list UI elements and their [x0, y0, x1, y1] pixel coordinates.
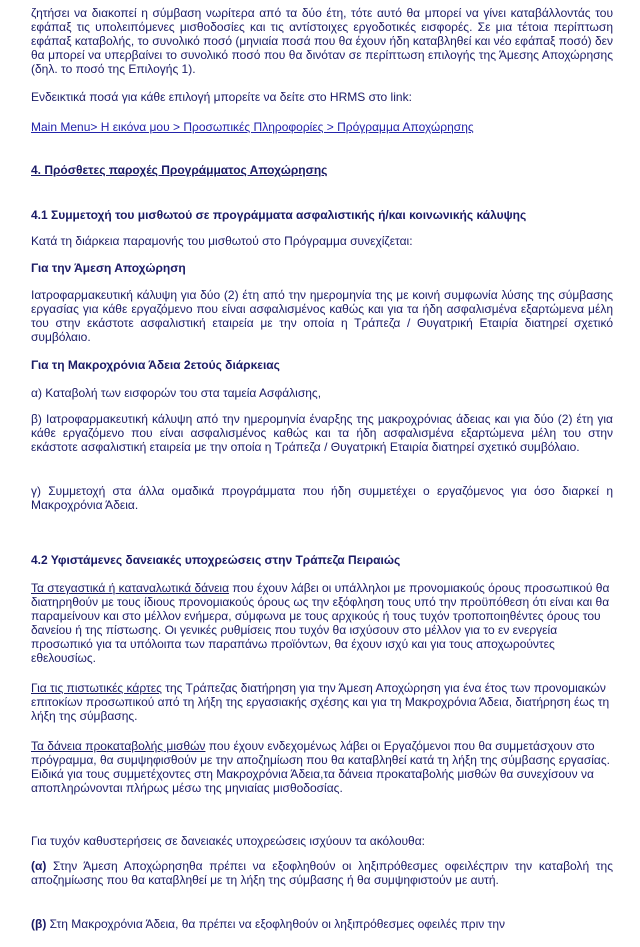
leave-item-a: α) Καταβολή των εισφορών του στα ταμεία Ασφάλισης, [31, 386, 322, 400]
immediate-heading: Για την Άμεση Αποχώρηση [31, 261, 186, 275]
cards-lead: Για τις πιστωτικές κάρτες [31, 681, 162, 695]
immediate-text: Ιατροφαρμακευτική κάλυψη για δύο (2) έτη από την ημερομηνία της με κοινή συμφωνία λύσης της σύμβασης εργασίας για κάθε εργαζόμενο που είναι ασφαλισμένος καθώς και για τα ήδη ασφαλισμένα εξαρτώμενα μέλη του στην εκάστοτε ασφαλιστική εταιρεία με την οποία η Τράπεζα / Θυγατρική Εταιρία διατηρεί σχετικό συμβόλαιο. [31, 288, 613, 344]
advance-lead: Τα δάνεια προκαταβολής μισθών [31, 739, 206, 753]
hrms-link[interactable]: Main Menu> Η εικόνα μου > Προσωπικές Πληροφορίες > Πρόγραμμα Αποχώρησης [31, 120, 474, 134]
section-4-2-title: 4.2 Υφιστάμενες δανειακές υποχρεώσεις στην Τράπεζα Πειραιώς [31, 553, 401, 567]
cards-paragraph [31, 681, 613, 723]
delay-item-b [31, 917, 613, 931]
section-4-1-intro: Κατά τη διάρκεια παραμονής του μισθωτού στο Πρόγραμμα συνεχίζεται: [31, 234, 413, 248]
hrms-text: Ενδεικτικά ποσά για κάθε επιλογή μπορείτε να δείτε στο HRMS στο link: [31, 90, 412, 104]
section-4-title: 4. Πρόσθετες παροχές Προγράμματος Αποχώρησης [31, 163, 328, 177]
delay-a-text: Στην Άμεση Αποχώρησηθα πρέπει να εξοφληθούν οι ληξιπρόθεσμες οφειλέςπριν την καταβολή της αποζημίωσης που θα καταβληθεί με τη λήξη της σύμβασης ή θα συμψηφιστούν με αυτή. [31, 859, 613, 887]
advance-rest: που έχουν ενδεχομένως λάβει οι Εργαζόμενοι που θα συμμετάσχουν στο πρόγραμμα, θα συμψηφισθούν με την αποζημίωση που θα καταβληθεί κατά τη λήξη της σύμβασης εργασίας. Ειδικά για τους συμμετέχοντες στη Μακροχρόνια Άδεια,τα δάνεια προκαταβολής μισθών θα συνεχίσουν να αποπληρώνονται πλήρως μέσω της μηνιαίας μισθοδοσίας. [31, 739, 610, 795]
leave-item-b: β) Ιατροφαρμακευτική κάλυψη από την ημερομηνία έναρξης της μακροχρόνιας άδειας και για δύο (2) έτη για κάθε εργαζόμενο που είναι ασφαλισμένος καθώς και τα ήδη ασφαλισμένα εξαρτώμενα μέλη του στην εκάστοτε ασφαλιστική εταιρεία με την οποία η Τράπεζα / Θυγατρική Εταιρία διατηρεί σχετικό συμβόλαιο. [31, 412, 613, 454]
delay-b-text: Στη Μακροχρόνια Άδεια, θα πρέπει να εξοφληθούν οι ληξιπρόθεσμες οφειλές πριν την [46, 917, 506, 931]
delay-b-label: (β) [31, 917, 47, 931]
loans-lead: Τα στεγαστικά ή καταναλωτικά δάνεια [31, 581, 230, 595]
advance-paragraph [31, 739, 613, 795]
loans-paragraph [31, 581, 613, 665]
leave-heading: Για τη Μακροχρόνια Άδεια 2ετούς διάρκειας [31, 358, 280, 372]
cards-rest: της Τράπεζας διατήρηση για την Άμεση Αποχώρηση για ένα έτος των προνομιακών επιτοκίων προσωπικού από τη λήξη της εργασιακής σχέσης και για τη Μακροχρόνια Άδεια, διατήρηση έως τη λήξη της σύμβασης. [31, 681, 610, 723]
section-4-1-title: 4.1 Συμμετοχή του μισθωτού σε προγράμματα ασφαλιστικής ή/και κοινωνικής κάλυψης [31, 208, 527, 222]
delays-intro: Για τυχόν καθυστερήσεις σε δανειακές υποχρεώσεις ισχύουν τα ακόλουθα: [31, 834, 425, 848]
delay-a-label: (α) [31, 859, 47, 873]
delay-item-a [31, 859, 613, 887]
leave-item-c: γ) Συμμετοχή στα άλλα ομαδικά προγράμματα που ήδη συμμετέχει ο εργαζόμενος για όσο διαρκεί η Μακροχρόνια Άδεια. [31, 484, 613, 512]
loans-rest: που έχουν λάβει οι υπάλληλοι με προνομιακούς όρους προσωπικού θα διατηρηθούν με τους ίδιους προνομιακούς όρους ως την εξόφληση τους υπό την προϋπόθεση ότι είναι και θα παραμείνουν και στο μέλλον ενήμερα, σύμφωνα με τους αρχικούς ή τους τυχόν τροποποιηθέντες όρους του δανείου ή της πίστωσης. Οι γενικές ρυθμίσεις που τυχόν θα ισχύσουν στο μέλλον για το εν ενεργεία προσωπικό για τα υπόλοιπα των παραπάνω προϊόντων, θα έχουν ισχύ και για τους αποχωρούντες εθελουσίως. [31, 581, 610, 665]
intro-paragraph: ζητήσει να διακοπεί η σύμβαση νωρίτερα από τα δύο έτη, τότε αυτό θα μπορεί να γίνει καταβάλλοντάς του εφάπαξ τις υπολειπόμενες μισθοδοσίες και τις αντίστοιχες εργοδοτικές εισφορές. Σε μια τέτοια περίπτωση εφάπαξ καταβολής, το συνολικό ποσό (μηνιαία ποσά που θα έχουν ήδη καταβληθεί και νέο εφάπαξ ποσό) δεν θα μπορεί να υπερβαίνει το συνολικό ποσό που θα δινόταν σε περίπτωση επιλογής της Άμεσης Αποχώρησης (δηλ. το ποσό της Επιλογής 1). [31, 6, 613, 76]
